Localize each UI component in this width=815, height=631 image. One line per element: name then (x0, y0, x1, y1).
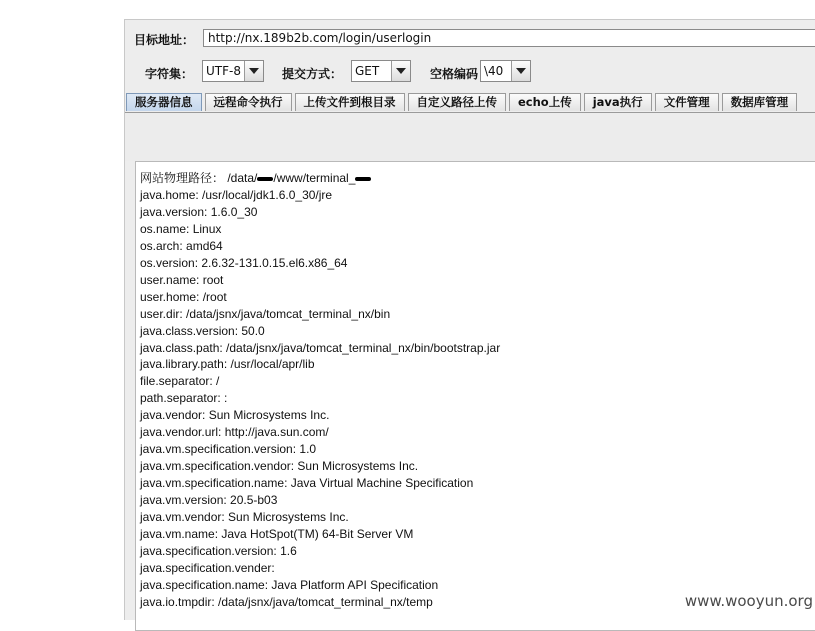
property-line: file.separator: / (140, 374, 220, 389)
chevron-down-icon[interactable] (244, 61, 263, 81)
property-line: java.vm.version: 20.5-b03 (140, 493, 278, 508)
property-line: user.home: /root (140, 289, 227, 304)
property-line: path.separator: : (140, 391, 228, 406)
physical-path-line (140, 170, 815, 187)
charset-select-value: UTF-8 (206, 64, 241, 78)
tab-server-info[interactable]: 服务器信息 (126, 93, 202, 111)
property-line: os.version: 2.6.32-131.0.15.el6.x86_64 (140, 255, 348, 270)
chevron-down-icon[interactable] (511, 61, 530, 81)
property-line: java.class.version: 50.0 (140, 323, 265, 338)
method-select[interactable] (351, 60, 411, 82)
redaction-mark (257, 177, 273, 181)
charset-select[interactable] (202, 60, 264, 82)
property-line: java.vm.vendor: Sun Microsystems Inc. (140, 510, 349, 525)
property-line: java.home: /usr/local/jdk1.6.0_30/jre (140, 187, 333, 202)
target-url-label: 目标地址： (134, 33, 195, 47)
property-line: user.name: root (140, 272, 224, 287)
property-line: java.version: 1.6.0_30 (140, 204, 258, 219)
chevron-down-icon[interactable] (391, 61, 410, 81)
tab-echo-upload[interactable]: echo上传 (509, 93, 581, 111)
property-line: os.name: Linux (140, 221, 222, 236)
webshell-client-panel (124, 19, 815, 620)
property-line: os.arch: amd64 (140, 238, 223, 253)
property-line: java.specification.name: Java Platform API Specification (140, 577, 439, 592)
tab-bar (126, 93, 800, 112)
property-line: java.specification.version: 1.6 (140, 543, 297, 558)
property-line: java.vm.name: Java HotSpot(TM) 64-Bit Server VM (140, 527, 414, 542)
property-line: java.vm.specification.version: 1.0 (140, 442, 317, 457)
property-line: java.io.tmpdir: /data/jsnx/java/tomcat_terminal_nx/temp (140, 594, 433, 609)
property-line: user.dir: /data/jsnx/java/tomcat_terminal_nx/bin (140, 306, 391, 321)
method-select-value: GET (355, 64, 380, 78)
watermark: www.wooyun.org (684, 592, 813, 610)
property-line: java.library.path: /usr/local/apr/lib (140, 357, 315, 372)
redaction-mark (355, 177, 371, 181)
target-url-input[interactable]: http://nx.189b2b.com/login/userlogin (203, 29, 815, 47)
space-encoding-select[interactable] (480, 60, 531, 82)
tab-remote-command[interactable]: 远程命令执行 (205, 93, 292, 111)
physical-path-prefix: 网站物理路径： /data/ (140, 171, 258, 185)
property-line: java.vm.specification.vendor: Sun Microsystems Inc. (140, 459, 419, 474)
property-lines (140, 187, 815, 611)
property-line: java.vm.specification.name: Java Virtual Machine Specification (140, 476, 474, 491)
tab-java-exec[interactable]: java执行 (584, 93, 652, 111)
tab-file-manager[interactable]: 文件管理 (655, 93, 719, 111)
server-info-output[interactable] (135, 161, 815, 631)
tab-upload-root[interactable]: 上传文件到根目录 (295, 93, 405, 111)
method-label: 提交方式： (282, 67, 343, 81)
property-line: java.vendor.url: http://java.sun.com/ (140, 425, 329, 440)
tab-toolbar-area (125, 113, 815, 161)
tab-custom-path-upload[interactable]: 自定义路径上传 (408, 93, 507, 111)
property-line: java.specification.vender: (140, 560, 275, 575)
charset-label: 字符集： (145, 67, 194, 81)
space-encoding-value: \40 (484, 64, 504, 78)
space-encoding-label: 空格编码 (430, 67, 479, 81)
physical-path-mid: /www/terminal_ (273, 171, 356, 185)
tab-database-manager[interactable]: 数据库管理 (722, 93, 798, 111)
property-line: java.vendor: Sun Microsystems Inc. (140, 408, 330, 423)
property-line: java.class.path: /data/jsnx/java/tomcat_terminal_nx/bin/bootstrap.jar (140, 340, 501, 355)
